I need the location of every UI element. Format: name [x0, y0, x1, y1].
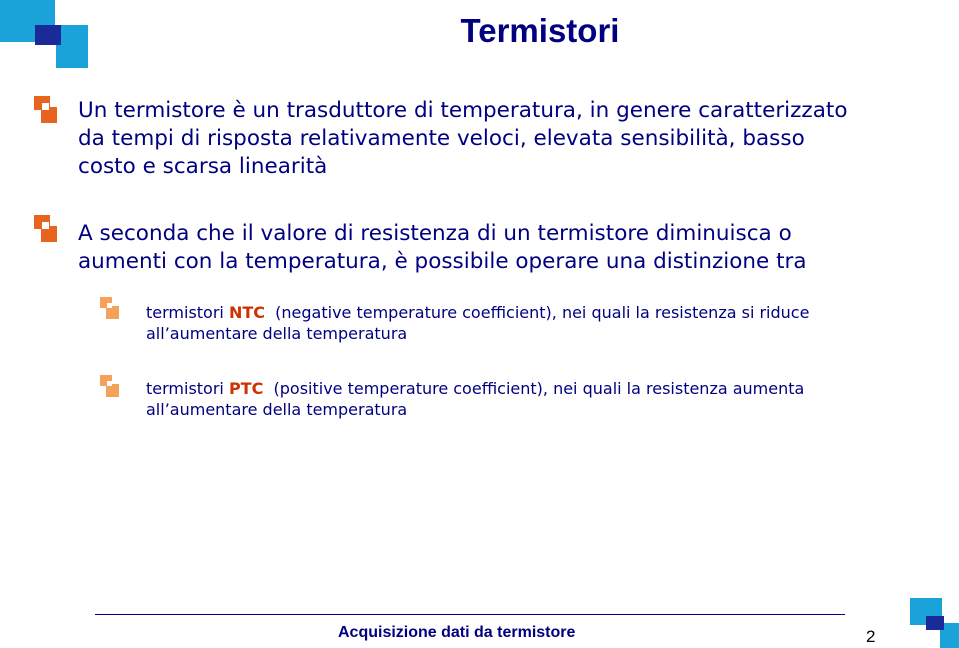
ntc-description: (negative temperature coefficient), nei quali la resistenza si riduce: [265, 303, 810, 322]
ntc-label: NTC: [228, 303, 265, 322]
bullet-paragraph-1: [78, 97, 938, 181]
logo-icon: [904, 598, 959, 648]
small-square-bullet-icon: [98, 375, 122, 399]
logo-icon: [0, 0, 90, 70]
ptc-label: PTC: [228, 379, 264, 398]
slide-title: Termistori: [460, 12, 620, 49]
bullet-2-line-1: A seconda che il valore di resistenza di un termistore diminuisca o: [78, 221, 792, 246]
sub-bullet-ptc-line-1: [146, 378, 936, 399]
sub-bullet-ntc-line-2: all’aumentare della temperatura: [146, 324, 408, 343]
square-bullet-icon: [30, 96, 60, 126]
ptc-prefix: termistori: [146, 379, 229, 398]
bullet-paragraph-2: [78, 220, 938, 276]
sub-bullet-ntc: [146, 302, 936, 344]
sub-bullet-ptc-line-2: all’aumentare della temperatura: [146, 400, 408, 419]
sub-bullet-ptc: [146, 378, 936, 420]
bullet-1-line-3: costo e scarsa linearità: [78, 154, 328, 179]
page-number: 2: [866, 627, 876, 646]
footer-divider: [95, 614, 845, 615]
footer-title: Acquisizione dati da termistore: [338, 624, 576, 641]
bullet-1-line-1: Un termistore è un trasduttore di temperatura, in genere caratterizzato: [78, 98, 848, 123]
ntc-prefix: termistori: [146, 303, 229, 322]
square-bullet-icon: [30, 215, 60, 245]
bullet-2-line-2: aumenti con la temperatura, è possibile operare una distinzione tra: [78, 249, 807, 274]
sub-bullet-ntc-line-1: [146, 302, 936, 323]
small-square-bullet-icon: [98, 297, 122, 321]
ptc-description: (positive temperature coefficient), nei quali la resistenza aumenta: [263, 379, 805, 398]
bullet-1-line-2: da tempi di risposta relativamente veloci, elevata sensibilità, basso: [78, 126, 805, 151]
